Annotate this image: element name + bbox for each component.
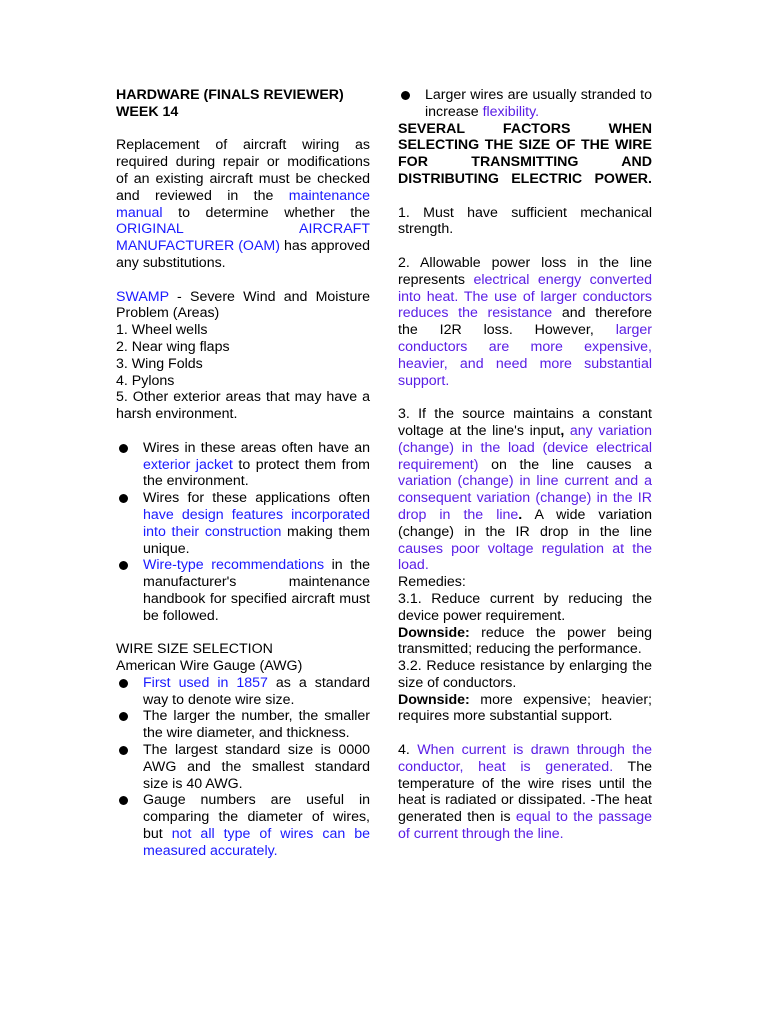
left-column <box>116 87 370 860</box>
oam-highlight: ORIGINAL AIRCRAFT MANUFACTURER (OAM) <box>116 221 370 255</box>
larger-conductors-highlight: larger conductors are more expensive, heavier, and need more substantial support. <box>398 322 652 389</box>
list-item: The larger the number, the smaller the wire diameter, and thickness. <box>116 708 370 742</box>
factor-2: 2. Allowable power loss in the line represents electrical energy converted into heat. The use of larger conductors reduces the resistance and therefore the I2R loss. However, larger conductors are more expensive, heavier, and need more substantial support. <box>398 254 652 389</box>
document-title <box>116 87 370 121</box>
intro-paragraph <box>116 137 370 271</box>
factors-heading: SEVERAL FACTORS WHEN SELECTING THE SIZE OF THE WIRE FOR TRANSMITTING AND DISTRIBUTING ELECTRIC POWER. <box>398 120 652 187</box>
downside-2: Downside: more expensive; heavier; requires more substantial support. <box>398 691 652 725</box>
swamp-text: - Severe Wind and Moisture Problem (Areas) <box>116 288 370 322</box>
design-features-highlight: have design features incorporated into their construction <box>143 506 370 540</box>
swamp-bullet-list <box>116 440 370 625</box>
remedy-2: 3.2. Reduce resistance by enlarging the size of conductors. <box>398 658 652 691</box>
wire-type-highlight: Wire-type recommendations <box>143 557 325 574</box>
title-line-2: WEEK 14 <box>116 103 179 120</box>
downside-label: Downside: <box>398 624 470 641</box>
list-item: First used in 1857 as a standard way to denote wire size. <box>116 675 370 709</box>
swamp-item: 4. Pylons <box>116 372 175 389</box>
remedies-label: Remedies: <box>398 574 466 591</box>
factor-3: 3. If the source maintains a constant voltage at the line's input, any variation (change) in the load (device electrical requirement) on the line causes a variation (change) in line current and a consequent variation (change) in the IR drop in the line. A wide variation (change) in the IR drop in the line causes poor voltage regulation at the load. <box>398 406 652 574</box>
ir-drop-highlight: variation (change) in line current and a consequent variation (change) in the IR drop in the line <box>398 473 652 523</box>
list-item: Wires in these areas often have an exterior jacket to protect them from the environment. <box>116 440 370 490</box>
list-item: Gauge numbers are useful in comparing the diameter of wires, but not all type of wires can be measured accurately. <box>116 792 370 859</box>
downside-1: Downside: reduce the power being transmitted; reducing the performance. <box>398 624 652 658</box>
swamp-item: 2. Near wing flaps <box>116 338 230 355</box>
first-used-highlight: First used in 1857 <box>143 674 268 691</box>
intro-text-2: to determine whether the <box>178 204 370 221</box>
awg-heading: American Wire Gauge (AWG) <box>116 658 303 675</box>
intro-text-3: has approved any substitutions. <box>116 238 370 271</box>
remedy-1: 3.1. Reduce current by reducing the device power requirement. <box>398 590 652 624</box>
not-all-wires-highlight: not all type of wires can be measured accurately. <box>143 826 370 859</box>
passage-current-highlight: equal to the passage of current through the line. <box>398 809 652 843</box>
maintenance-manual-highlight: maintenance manual <box>116 187 370 221</box>
list-item: The largest standard size is 0000 AWG and the smallest standard size is 40 AWG. <box>116 742 370 792</box>
swamp-item: 3. Wing Folds <box>116 355 203 372</box>
wire-size-heading: WIRE SIZE SELECTION <box>116 641 273 658</box>
swamp-item: 1. Wheel wells <box>116 322 208 339</box>
title-line-1: HARDWARE (FINALS REVIEWER) <box>116 87 344 103</box>
right-column <box>398 87 652 843</box>
list-item: Wires for these applications often have design features incorporated into their construction making them unique. <box>116 490 370 557</box>
load-variation-highlight: any variation (change) in the load (device electrical requirement) <box>398 422 652 473</box>
top-bullet-list <box>398 87 652 121</box>
list-item: Larger wires are usually stranded to increase flexibility. <box>398 87 652 121</box>
awg-bullet-list <box>116 675 370 860</box>
downside-label: Downside: <box>398 691 470 708</box>
energy-highlight: electrical energy converted into heat. The use of larger conductors reduces the resistance <box>398 271 652 322</box>
heat-generated-highlight: When current is drawn through the conductor, heat is generated. <box>398 742 652 775</box>
factor-4: 4. When current is drawn through the conductor, heat is generated. The temperature of the wire rises until the heat is radiated or dissipated. -The heat generated then is equal to the passage of current through the line. <box>398 742 652 843</box>
list-item: Wire-type recommendations in the manufacturer's maintenance handbook for specified aircraft must be followed. <box>116 557 370 624</box>
swamp-item: 5. Other exterior areas that may have a harsh environment. <box>116 389 370 423</box>
intro-text-1: Replacement of aircraft wiring as required during repair or modifications of an existing aircraft must be checked and reviewed in the <box>116 137 370 204</box>
swamp-term: SWAMP <box>116 288 169 305</box>
voltage-regulation-highlight: causes poor voltage regulation at the load. <box>398 540 652 574</box>
factor-1: 1. Must have sufficient mechanical strength. <box>398 204 652 238</box>
flexibility-highlight: flexibility. <box>482 103 540 120</box>
swamp-definition <box>116 289 370 323</box>
exterior-jacket-highlight: exterior jacket <box>143 456 233 473</box>
